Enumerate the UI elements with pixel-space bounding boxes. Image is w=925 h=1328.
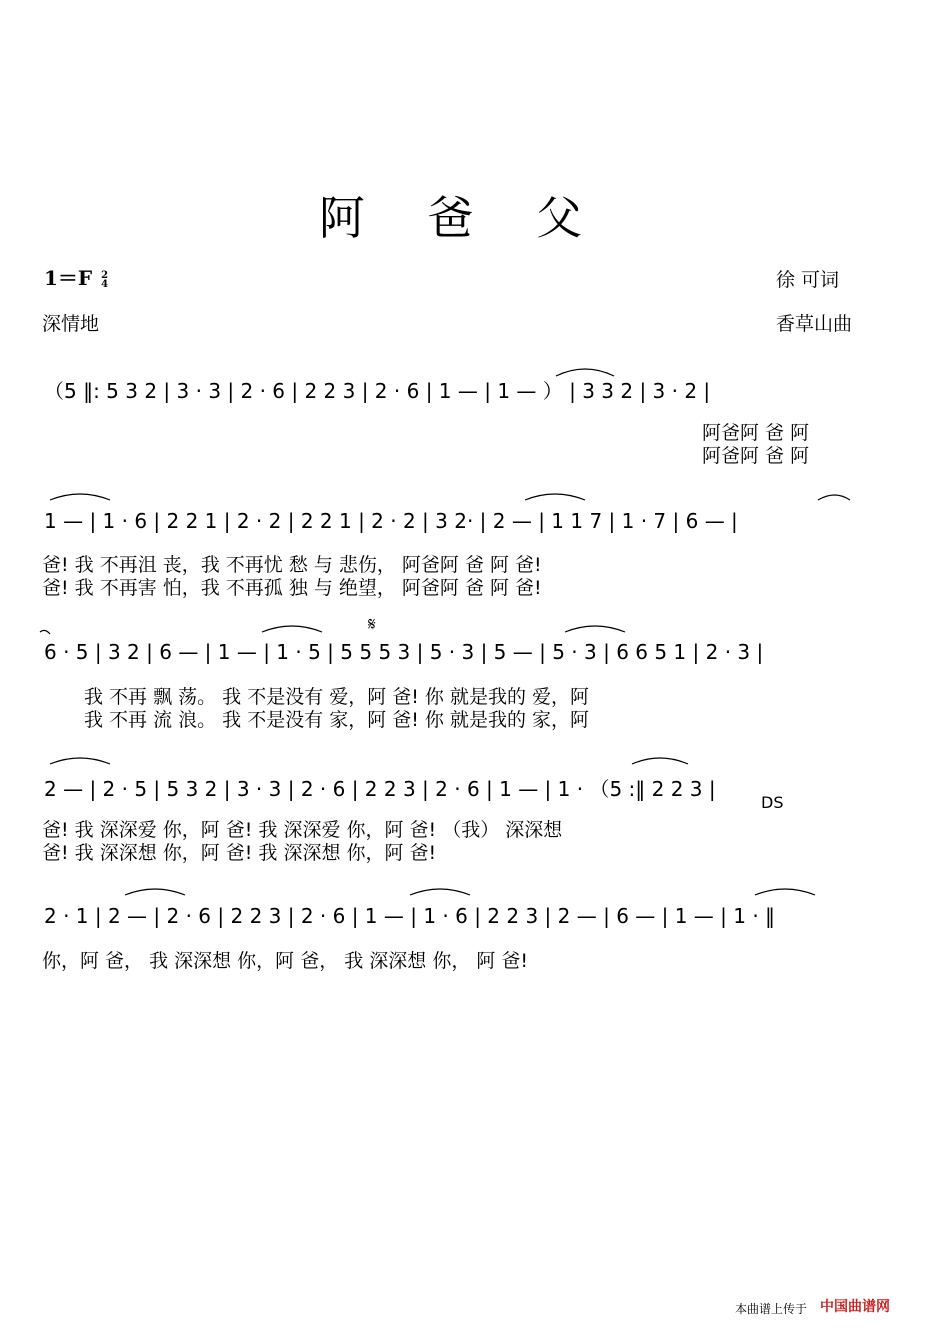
notation-line-4: 2 — | 2 · 5 | 5 3 2 | 3 · 3 | 2 · 6 | 2 2 3 | 2 · 6 | 1 — | 1 · （5 :‖ 2 2 3 | <box>44 777 716 801</box>
tie-arc <box>125 889 185 895</box>
lyric-line-4-verse-2: 爸! 我 深深想 你，阿 爸! 我 深深想 你，阿 爸! <box>42 842 437 864</box>
tie-arc <box>50 494 110 500</box>
tempo-mark: 深情地 <box>42 313 100 335</box>
composer: 香草山曲 <box>776 313 853 335</box>
tie-arc <box>556 369 614 376</box>
segno-sign: 𝄋 <box>368 614 376 635</box>
tie-arc <box>818 495 850 500</box>
key-label: 1＝F <box>44 266 93 290</box>
dal-segno-mark: DS <box>761 793 784 812</box>
lyric-line-4-verse-1: 爸! 我 深深爱 你，阿 爸! 我 深深爱 你，阿 爸! （我） 深深想 <box>42 819 563 841</box>
tie-arc <box>40 630 50 634</box>
tie-arc <box>262 626 322 632</box>
tie-arc <box>632 758 688 764</box>
song-title: 阿 爸 父 <box>318 191 607 245</box>
lyric-line-2-verse-1: 爸! 我 不再沮 丧，我 不再忧 愁 与 悲伤， 阿爸阿 爸 阿 爸! <box>42 554 542 576</box>
time-bottom: 4 <box>101 278 109 290</box>
lyric-line-3-verse-2: 我 不再 流 浪。 我 不是没有 家，阿 爸! 你 就是我的 家，阿 <box>84 709 590 731</box>
tie-arc <box>565 626 625 632</box>
notation-line-2: 1 — | 1 · 6 | 2 2 1 | 2 · 2 | 2 2 1 | 2 · 2 | 3 2· | 2 — | 1 1 7 | 1 · 7 | 6 — | <box>44 509 738 533</box>
notation-line-5: 2 · 1 | 2 — | 2 · 6 | 2 2 3 | 2 · 6 | 1 — | 1 · 6 | 2 2 3 | 2 — | 6 — | 1 — | 1 · ‖ <box>44 904 776 928</box>
tie-arc <box>410 889 470 895</box>
notation-line-1: （5 ‖: 5 3 2 | 3 · 3 | 2 · 6 | 2 2 3 | 2 · 6 | 1 — | 1 — ） | 3 3 2 | 3 · 2 | <box>44 379 711 403</box>
lyric-line-1-verse-2: 阿爸阿 爸 阿 <box>702 445 810 467</box>
lyricist: 徐 可词 <box>776 269 840 291</box>
tie-arc <box>525 494 585 500</box>
upload-note: 本曲谱上传于 <box>735 1302 808 1316</box>
lyric-line-1-verse-1: 阿爸阿 爸 阿 <box>702 422 810 444</box>
lyric-line-2-verse-2: 爸! 我 不再害 怕，我 不再孤 独 与 绝望， 阿爸阿 爸 阿 爸! <box>42 577 542 599</box>
lyric-line-5-verse-1: 你，阿 爸， 我 深深想 你，阿 爸， 我 深深想 你， 阿 爸! <box>42 950 529 972</box>
tie-arc <box>50 758 110 764</box>
tie-arc <box>755 889 815 895</box>
notation-line-3: 6 · 5 | 3 2 | 6 — | 1 — | 1 · 5 | 5 5 5 3 | 5 · 3 | 5 — | 5 · 3 | 6 6 5 1 | 2 · 3 | <box>44 640 764 664</box>
time-top: 2 <box>101 269 109 281</box>
site-logo: 中国曲谱网 <box>820 1299 890 1315</box>
lyric-line-3-verse-1: 我 不再 飘 荡。 我 不是没有 爱，阿 爸! 你 就是我的 爱，阿 <box>84 686 590 708</box>
